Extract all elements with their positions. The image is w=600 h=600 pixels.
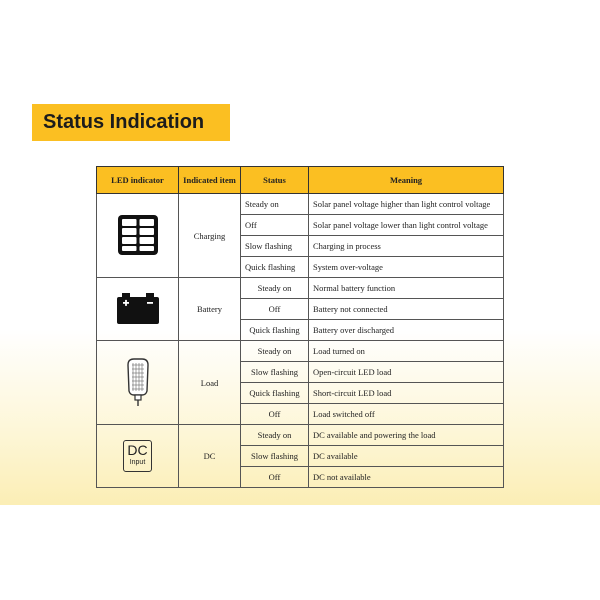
- meaning-cell: System over-voltage: [309, 257, 504, 278]
- meaning-cell: Battery not connected: [309, 299, 504, 320]
- status-cell: Steady on: [241, 341, 309, 362]
- meaning-cell: Normal battery function: [309, 278, 504, 299]
- dc-icon-label: DC: [127, 442, 148, 458]
- table-row: [97, 425, 504, 446]
- meaning-cell: Battery over discharged: [309, 320, 504, 341]
- status-cell: Off: [241, 467, 309, 488]
- page-title: Status Indication: [32, 104, 230, 141]
- status-cell: Off: [241, 404, 309, 425]
- meaning-cell: DC not available: [309, 467, 504, 488]
- indicated-item: Charging: [179, 194, 241, 278]
- status-cell: Steady on: [241, 278, 309, 299]
- status-cell: Quick flashing: [241, 320, 309, 341]
- led-indicator-cell: [97, 425, 179, 488]
- status-cell: Quick flashing: [241, 383, 309, 404]
- dc-input-icon: [123, 440, 152, 472]
- meaning-cell: DC available: [309, 446, 504, 467]
- status-cell: Steady on: [241, 194, 309, 215]
- status-cell: Slow flashing: [241, 362, 309, 383]
- table-row: [97, 194, 504, 215]
- indicated-item: DC: [179, 425, 241, 488]
- meaning-cell: Short-circuit LED load: [309, 383, 504, 404]
- header-indicated-item: Indicated item: [179, 167, 241, 194]
- header-meaning: Meaning: [309, 167, 504, 194]
- status-cell: Slow flashing: [241, 446, 309, 467]
- status-cell: Off: [241, 215, 309, 236]
- meaning-cell: Solar panel voltage lower than light control voltage: [309, 215, 504, 236]
- header-led-indicator: LED indicator: [97, 167, 179, 194]
- status-cell: Quick flashing: [241, 257, 309, 278]
- led-indicator-cell: [97, 278, 179, 341]
- led-indicator-cell: [97, 341, 179, 425]
- meaning-cell: Load turned on: [309, 341, 504, 362]
- indicated-item: Load: [179, 341, 241, 425]
- battery-icon: [116, 291, 160, 325]
- meaning-cell: Load switched off: [309, 404, 504, 425]
- solar-panel-icon: [117, 214, 159, 256]
- status-cell: Steady on: [241, 425, 309, 446]
- street-lamp-icon: [125, 357, 151, 407]
- meaning-cell: Solar panel voltage higher than light control voltage: [309, 194, 504, 215]
- meaning-cell: Open-circuit LED load: [309, 362, 504, 383]
- meaning-cell: Charging in process: [309, 236, 504, 257]
- header-status: Status: [241, 167, 309, 194]
- led-indicator-cell: [97, 194, 179, 278]
- table-row: [97, 341, 504, 362]
- table-row: [97, 278, 504, 299]
- status-table: [96, 166, 504, 488]
- status-cell: Off: [241, 299, 309, 320]
- dc-icon-sublabel: Input: [129, 459, 146, 466]
- meaning-cell: DC available and powering the load: [309, 425, 504, 446]
- table-header-row: [97, 167, 504, 194]
- status-cell: Slow flashing: [241, 236, 309, 257]
- indicated-item: Battery: [179, 278, 241, 341]
